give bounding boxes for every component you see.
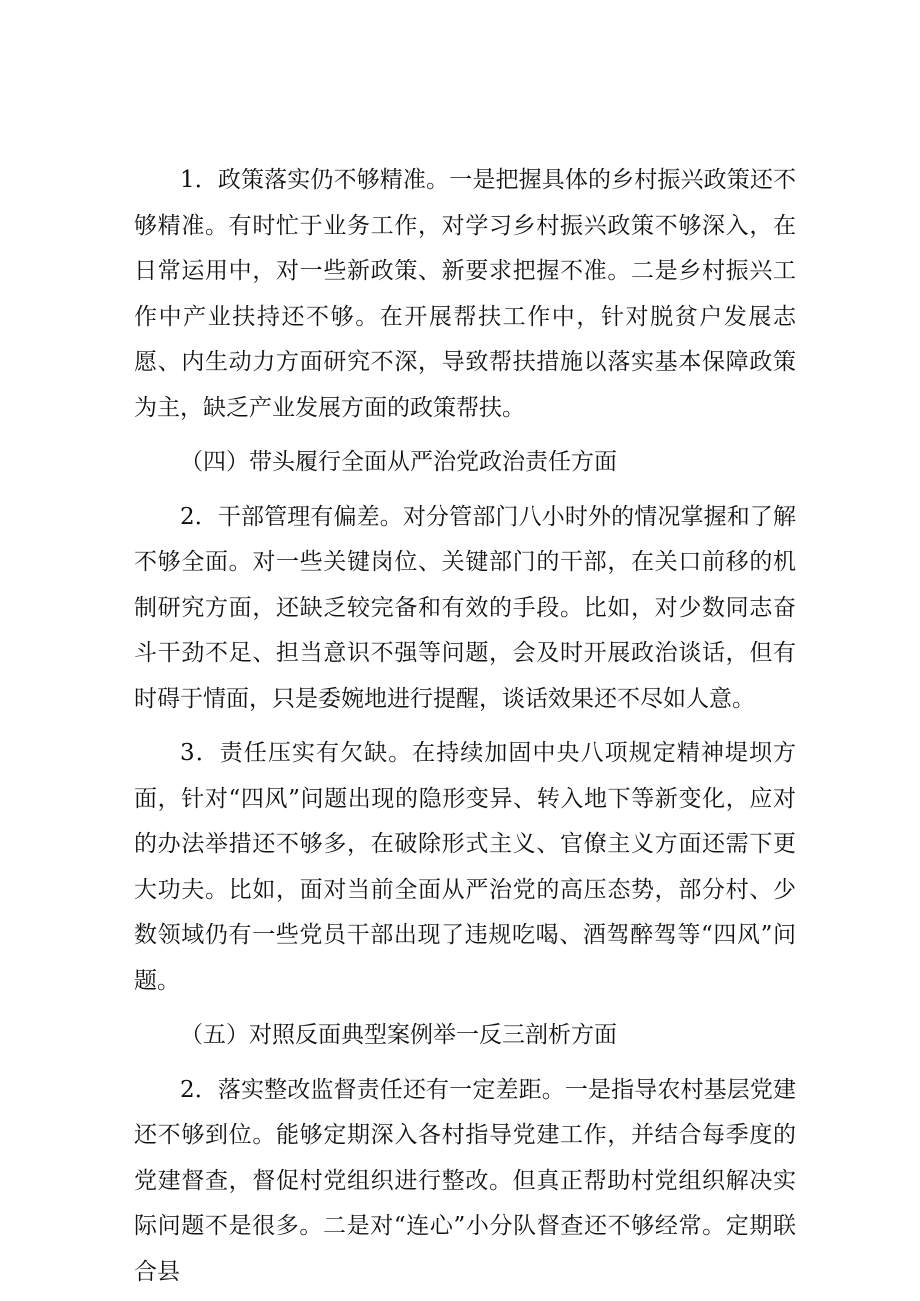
paragraph-gap bbox=[134, 1059, 796, 1068]
section-heading-five: （五）对照反面典型案例举一反三剖析方面 bbox=[180, 1022, 617, 1048]
paragraph-gap bbox=[134, 486, 796, 495]
paragraph-gap bbox=[134, 1004, 796, 1013]
paragraph-gap bbox=[134, 431, 796, 440]
paragraph-cadre-management: 2．干部管理有偏差。对分管部门八小时外的情况掌握和了解不够全面。对一些关键岗位、关键部门的干部，在关口前移的机制研究方面，还缺乏较完备和有效的手段。比如，对少数同志奋斗干劲不足、担当意识不强等问题，会及时开展政治谈话，但有时碍于情面，只是委婉地进行提醒，谈话效果还不尽如人意。 bbox=[134, 503, 796, 712]
document-body bbox=[134, 158, 796, 1295]
paragraph-rectification-supervision: 2．落实整改监督责任还有一定差距。一是指导农村基层党建还不够到位。能够定期深入各村指导党建工作，并结合每季度的党建督查，督促村党组织进行整改。但真正帮助村党组织解决实际问题不是很多。二是对“连心”小分队督查还不够经常。定期联合县 bbox=[134, 1076, 796, 1285]
section-heading-four: （四）带头履行全面从严治党政治责任方面 bbox=[180, 449, 617, 475]
paragraph-gap bbox=[134, 722, 796, 731]
paragraph-responsibility: 3．责任压实有欠缺。在持续加固中央八项规定精神堤坝方面，针对“四风”问题出现的隐形变异、转入地下等新变化，应对的办法举措还不够多，在破除形式主义、官僚主义方面还需下更大功夫。比如，面对当前全面从严治党的高压态势，部分村、少数领域仍有一些党员干部出现了违规吃喝、酒驾醉驾等“四风”问题。 bbox=[134, 740, 796, 994]
paragraph-policy-implementation: 1．政策落实仍不够精准。一是把握具体的乡村振兴政策还不够精准。有时忙于业务工作，对学习乡村振兴政策不够深入，在日常运用中，对一些新政策、新要求把握不准。二是乡村振兴工作中产业扶持还不够。在开展帮扶工作中，针对脱贫户发展志愿、内生动力方面研究不深，导致帮扶措施以落实基本保障政策为主，缺乏产业发展方面的政策帮扶。 bbox=[134, 167, 796, 421]
